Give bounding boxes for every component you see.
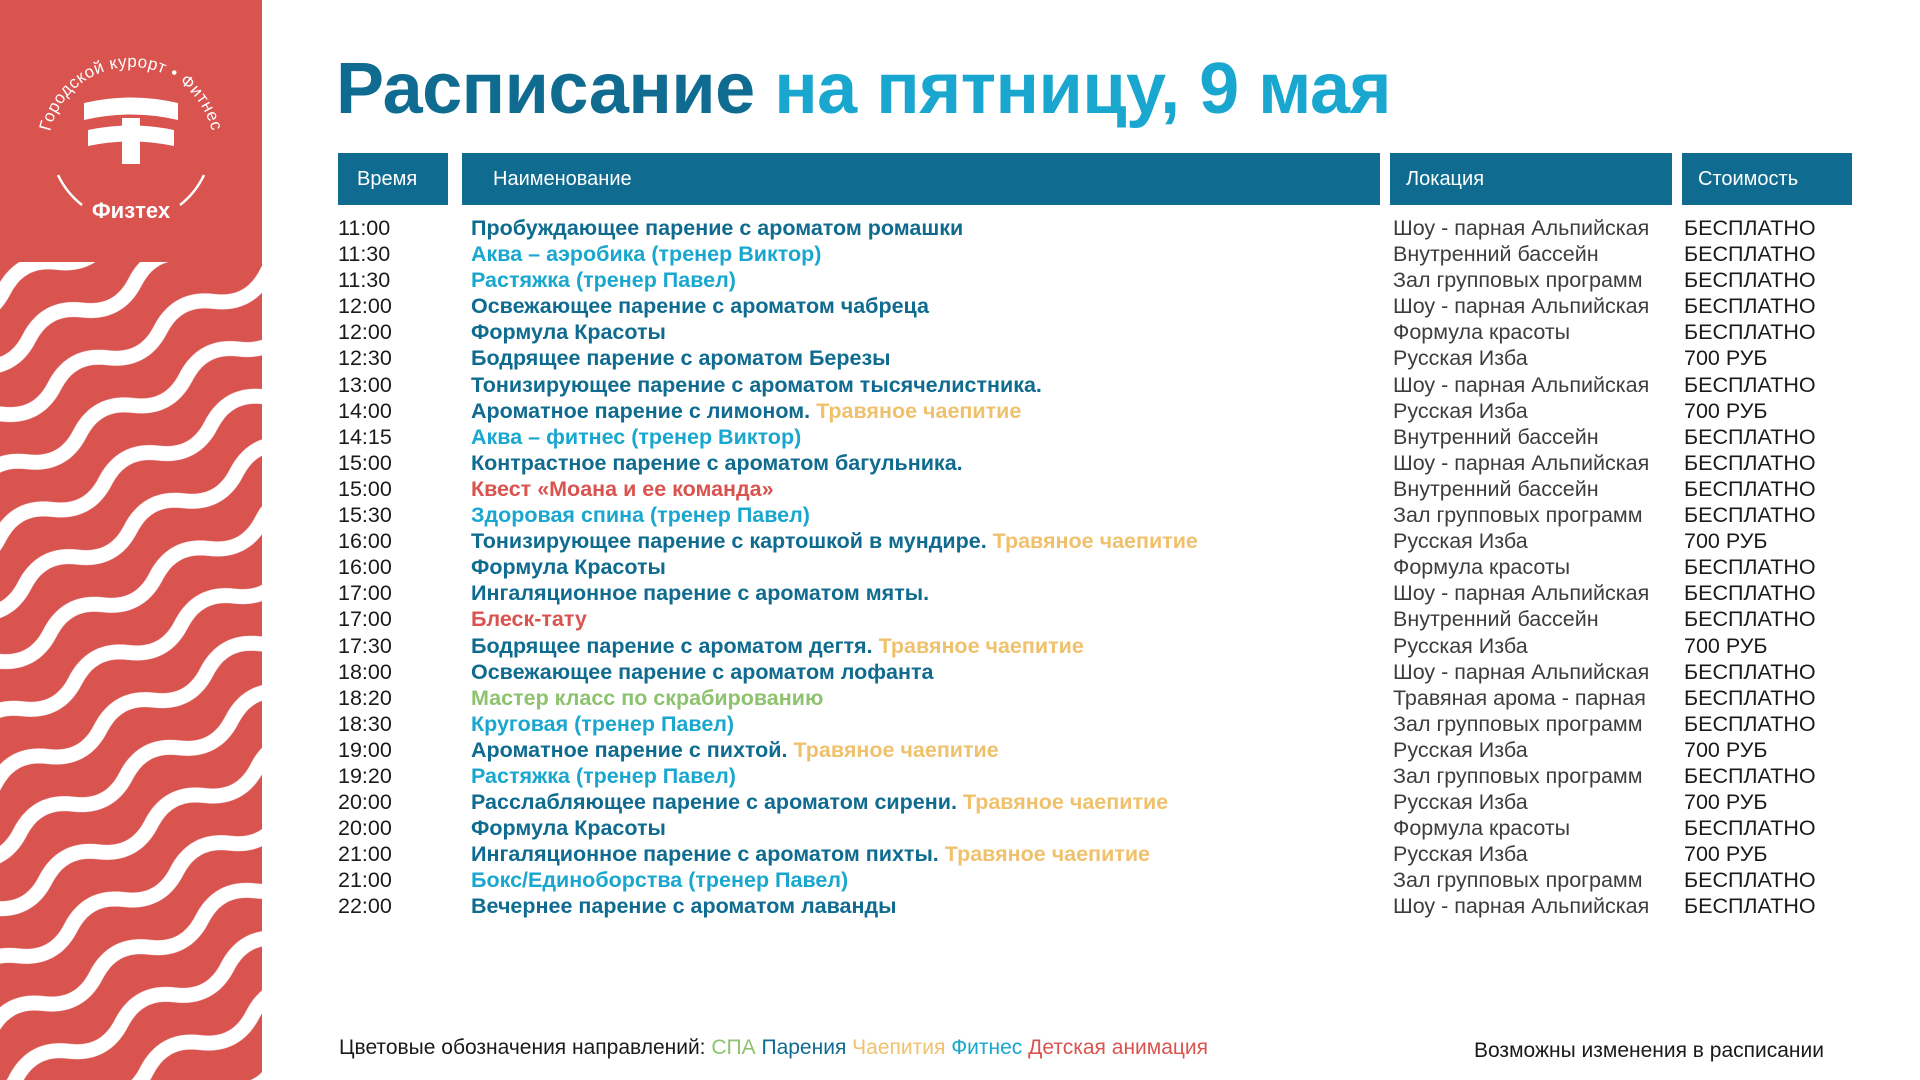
event-name <box>471 476 774 502</box>
event-location: Русская Изба <box>1393 737 1528 762</box>
event-location: Шоу - парная Альпийская <box>1393 372 1650 397</box>
event-price: БЕСПЛАТНО <box>1684 894 1816 919</box>
event-tea-tag: Травяное чаепитие <box>944 842 1151 867</box>
event-name <box>471 737 999 763</box>
event-name <box>471 345 891 371</box>
event-price: БЕСПЛАТНО <box>1684 216 1816 240</box>
table-row <box>338 554 1858 580</box>
header-name: Наименование <box>462 153 1380 205</box>
event-location: Шоу - парная Альпийская <box>1393 659 1650 684</box>
event-price: БЕСПЛАТНО <box>1684 555 1816 580</box>
table-row <box>338 737 1858 763</box>
table-row <box>338 867 1858 893</box>
event-time: 16:00 <box>338 529 392 554</box>
event-title: Формула Красоты <box>471 320 666 345</box>
event-time: 15:00 <box>338 450 392 475</box>
event-name <box>471 867 848 893</box>
event-location: Зал групповых программ <box>1393 763 1643 788</box>
event-location: Формула красоты <box>1393 320 1571 345</box>
event-price: БЕСПЛАТНО <box>1684 763 1816 788</box>
event-time: 20:00 <box>338 816 392 841</box>
event-name <box>471 580 929 606</box>
event-title: Мастер класс по скрабированию <box>471 685 824 710</box>
event-title: Ингаляционное парение с ароматом пихты. <box>471 842 939 867</box>
sidebar <box>0 0 262 1080</box>
event-title: Ингаляционное парение с ароматом мяты. <box>471 581 930 606</box>
event-time: 17:30 <box>338 633 392 658</box>
table-row <box>338 789 1858 815</box>
event-name <box>471 215 963 241</box>
event-title: Аква – фитнес (тренер Виктор) <box>471 424 802 449</box>
table-row <box>338 476 1858 502</box>
event-time: 12:00 <box>338 320 392 345</box>
event-location: Русская Изба <box>1393 529 1528 554</box>
event-time: 22:00 <box>338 894 392 919</box>
event-location: Зал групповых программ <box>1393 868 1643 893</box>
header-price: Стоимость <box>1682 153 1852 205</box>
legend-label: Цветовые обозначения направлений: <box>339 1036 706 1059</box>
event-title: Формула Красоты <box>471 816 666 841</box>
event-price: 700 РУБ <box>1684 633 1768 658</box>
table-row <box>338 893 1858 919</box>
table-row <box>338 398 1858 424</box>
event-location: Зал групповых программ <box>1393 503 1643 528</box>
event-price: 700 РУБ <box>1684 398 1768 423</box>
event-title: Освежающее парение с ароматом лофанта <box>471 659 934 684</box>
event-name <box>471 267 736 293</box>
event-name <box>471 554 666 580</box>
event-time: 14:15 <box>338 424 392 449</box>
table-row <box>338 659 1858 685</box>
event-title: Пробуждающее парение с ароматом ромашки <box>471 216 964 240</box>
event-price: БЕСПЛАТНО <box>1684 503 1816 528</box>
event-name <box>471 606 587 632</box>
event-time: 18:30 <box>338 711 392 736</box>
event-location: Русская Изба <box>1393 633 1528 658</box>
page-title <box>336 48 1391 130</box>
event-price: БЕСПЛАТНО <box>1684 268 1816 293</box>
event-location: Травяная арома - парная <box>1393 685 1646 710</box>
event-location: Русская Изба <box>1393 398 1528 423</box>
event-title: Бодрящее парение с ароматом дегтя. <box>471 633 873 658</box>
event-name <box>471 659 933 685</box>
header-time: Время <box>338 153 448 205</box>
event-time: 16:00 <box>338 555 392 580</box>
wave-pattern-icon <box>0 262 262 1080</box>
event-price: БЕСПЛАТНО <box>1684 581 1816 606</box>
schedule-table <box>338 215 1858 920</box>
event-location: Шоу - парная Альпийская <box>1393 294 1650 319</box>
event-name <box>471 711 734 737</box>
event-price: БЕСПЛАТНО <box>1684 320 1816 345</box>
event-location: Русская Изба <box>1393 790 1528 815</box>
event-name <box>471 815 666 841</box>
event-time: 18:00 <box>338 659 392 684</box>
table-row <box>338 763 1858 789</box>
title-part-1: Расписание <box>336 49 755 129</box>
event-time: 19:00 <box>338 737 392 762</box>
table-row <box>338 685 1858 711</box>
event-name <box>471 841 1150 867</box>
event-price: 700 РУБ <box>1684 529 1768 554</box>
event-price: БЕСПЛАТНО <box>1684 816 1816 841</box>
event-time: 20:00 <box>338 790 392 815</box>
event-title: Вечернее парение с ароматом лаванды <box>471 894 897 919</box>
event-location: Внутренний бассейн <box>1393 242 1599 267</box>
event-title: Растяжка (тренер Павел) <box>471 763 736 788</box>
event-price: БЕСПЛАТНО <box>1684 294 1816 319</box>
event-location: Внутренний бассейн <box>1393 607 1599 632</box>
event-price: БЕСПЛАТНО <box>1684 242 1816 267</box>
event-name <box>471 893 897 919</box>
event-location: Шоу - парная Альпийская <box>1393 894 1650 919</box>
event-price: БЕСПЛАТНО <box>1684 450 1816 475</box>
event-location: Зал групповых программ <box>1393 268 1643 293</box>
title-part-2: на пятницу, 9 мая <box>774 49 1392 129</box>
event-location: Русская Изба <box>1393 346 1528 371</box>
event-name <box>471 789 1168 815</box>
event-time: 15:30 <box>338 503 392 528</box>
event-title: Расслабляющее парение с ароматом сирени. <box>471 790 957 815</box>
event-location: Шоу - парная Альпийская <box>1393 450 1650 475</box>
event-location: Зал групповых программ <box>1393 711 1643 736</box>
event-tea-tag: Травяное чаепитие <box>962 790 1169 815</box>
event-price: БЕСПЛАТНО <box>1684 372 1816 397</box>
event-price: БЕСПЛАТНО <box>1684 607 1816 632</box>
event-name <box>471 424 801 450</box>
logo-bottom-text: Физтех <box>91 198 171 223</box>
event-name <box>471 398 1021 424</box>
event-time: 12:00 <box>338 294 392 319</box>
event-price: БЕСПЛАТНО <box>1684 685 1816 710</box>
legend-kids: Детская анимация <box>1028 1036 1209 1059</box>
event-price: БЕСПЛАТНО <box>1684 476 1816 501</box>
event-price: БЕСПЛАТНО <box>1684 711 1816 736</box>
event-title: Круговая (тренер Павел) <box>471 711 735 736</box>
event-title: Контрастное парение с ароматом багульника. <box>471 450 963 475</box>
event-name <box>471 293 929 319</box>
event-price: БЕСПЛАТНО <box>1684 424 1816 449</box>
event-name <box>471 241 821 267</box>
table-row <box>338 293 1858 319</box>
event-time: 11:00 <box>338 216 391 240</box>
event-time: 21:00 <box>338 868 392 893</box>
event-location: Внутренний бассейн <box>1393 476 1599 501</box>
event-name <box>471 528 1198 554</box>
event-price: БЕСПЛАТНО <box>1684 659 1816 684</box>
table-row <box>338 528 1858 554</box>
event-tea-tag: Травяное чаепитие <box>992 529 1198 554</box>
event-title: Освежающее парение с ароматом чабреца <box>471 294 929 319</box>
legend-spa: СПА <box>711 1036 756 1059</box>
event-name <box>471 319 666 345</box>
event-location: Русская Изба <box>1393 842 1528 867</box>
schedule-change-note: Возможны изменения в расписании <box>1473 1039 1824 1062</box>
event-location: Шоу - парная Альпийская <box>1393 581 1650 606</box>
event-price: 700 РУБ <box>1684 790 1768 815</box>
event-time: 15:00 <box>338 476 392 501</box>
event-name <box>471 763 736 789</box>
event-location: Шоу - парная Альпийская <box>1393 216 1650 240</box>
event-location: Формула красоты <box>1393 816 1571 841</box>
table-row <box>338 215 1858 241</box>
event-title: Ароматное парение с лимоном. <box>471 398 811 423</box>
table-row <box>338 319 1858 345</box>
table-row <box>338 633 1858 659</box>
event-price: 700 РУБ <box>1684 737 1768 762</box>
legend-fitness: Фитнес <box>951 1036 1023 1059</box>
event-location: Внутренний бассейн <box>1393 424 1599 449</box>
event-time: 21:00 <box>338 842 392 867</box>
event-tea-tag: Травяное чаепитие <box>878 633 1084 658</box>
event-name <box>471 685 823 711</box>
event-name <box>471 372 1042 398</box>
table-row <box>338 424 1858 450</box>
event-title: Тонизирующее парение с картошкой в мундире. <box>471 529 987 554</box>
event-title: Формула Красоты <box>471 555 666 580</box>
event-time: 17:00 <box>338 581 392 606</box>
event-time: 14:00 <box>338 398 392 423</box>
table-row <box>338 711 1858 737</box>
event-price: 700 РУБ <box>1684 842 1768 867</box>
event-name <box>471 450 963 476</box>
event-title: Блеск-тату <box>471 607 587 632</box>
event-title: Бокс/Единоборства (тренер Павел) <box>471 868 849 893</box>
event-time: 11:30 <box>338 242 391 267</box>
header-location: Локация <box>1390 153 1672 205</box>
event-title: Тонизирующее парение с ароматом тысячелистника. <box>471 372 1042 397</box>
event-location: Формула красоты <box>1393 555 1571 580</box>
table-row <box>338 345 1858 371</box>
table-row <box>338 450 1858 476</box>
color-legend <box>339 1036 1208 1060</box>
event-time: 12:30 <box>338 346 392 371</box>
table-row <box>338 502 1858 528</box>
event-title: Ароматное парение с пихтой. <box>471 737 788 762</box>
event-title: Бодрящее парение с ароматом Березы <box>471 346 891 371</box>
event-time: 17:00 <box>338 607 392 632</box>
logo-ring-text: Городской курорт • Фитнес <box>35 51 227 133</box>
event-price: 700 РУБ <box>1684 346 1768 371</box>
event-title: Квест «Моана и ее команда» <box>471 476 774 501</box>
legend-tea: Чаепития <box>852 1036 946 1059</box>
event-time: 11:30 <box>338 268 391 293</box>
event-time: 19:20 <box>338 763 392 788</box>
table-row <box>338 372 1858 398</box>
event-price: БЕСПЛАТНО <box>1684 868 1816 893</box>
event-title: Здоровая спина (тренер Павел) <box>471 503 810 528</box>
event-title: Аква – аэробика (тренер Виктор) <box>471 242 822 267</box>
fiztech-logo-icon <box>0 0 262 262</box>
event-name <box>471 502 810 528</box>
table-row <box>338 815 1858 841</box>
legend-steam: Парения <box>761 1036 847 1059</box>
table-row <box>338 580 1858 606</box>
table-row <box>338 841 1858 867</box>
table-row <box>338 267 1858 293</box>
event-tea-tag: Травяное чаепитие <box>816 398 1022 423</box>
event-time: 13:00 <box>338 372 392 397</box>
logo <box>0 0 262 262</box>
event-title: Растяжка (тренер Павел) <box>471 268 736 293</box>
table-row <box>338 241 1858 267</box>
table-row <box>338 606 1858 632</box>
event-name <box>471 633 1084 659</box>
event-time: 18:20 <box>338 685 392 710</box>
event-tea-tag: Травяное чаепитие <box>793 737 999 762</box>
